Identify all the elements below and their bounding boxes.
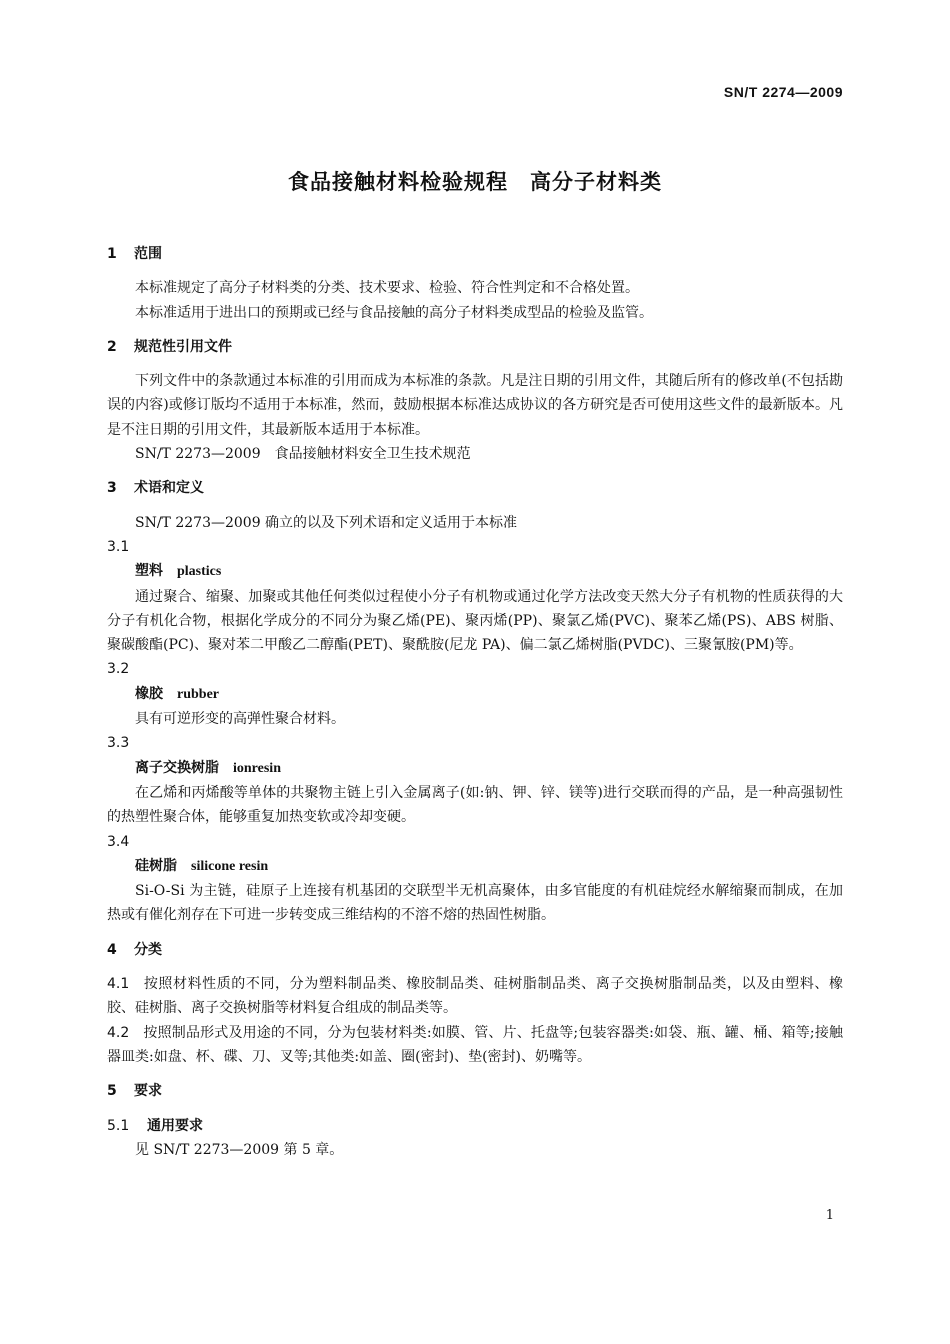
section-number: 5 [107, 1083, 117, 1100]
section-requirements [107, 1079, 843, 1162]
term-title [135, 682, 843, 707]
term-number: 3.1 [107, 538, 130, 555]
subsection-heading [107, 1114, 843, 1138]
page-number: 1 [825, 1208, 834, 1223]
term-definition: 通过聚合、缩聚、加聚或其他任何类似过程使小分子有机物或通过化学方法改变天然大分子有机物的性质获得的大分子有机化合物，根据化学成分的不同分为聚乙烯(PE)、聚丙烯(PP)、聚氯乙烯(PVC)、聚苯乙烯(PS)、ABS 树脂、聚碳酸酯(PC)、聚对苯二甲酸乙二醇酯(PET)、聚酰胺(尼龙 PA)、偏二氯乙烯树脂(PVDC)、三聚氰胺(PM)等。 [107, 588, 843, 654]
term-definition: Si-O-Si 为主链，硅原子上连接有机基团的交联型半无机高聚体，由多官能度的有机硅烷经水解缩聚而制成，在加热或有催化剂存在下可进一步转变成三维结构的不溶不熔的热固性树脂。 [107, 883, 843, 924]
term-definition: 具有可逆形变的高弹性聚合材料。 [135, 711, 345, 728]
section-number: 4 [107, 941, 117, 958]
clause [107, 1021, 843, 1070]
term-definition: 在乙烯和丙烯酸等单体的共聚物主链上引入金属离子(如:钠、钾、锌、镁等)进行交联而得的产品，是一种高强韧性的热塑性聚合体，能够重复加热变软或冷却变硬。 [107, 784, 843, 826]
term-en: silicone resin [191, 858, 269, 874]
reference-item: SN/T 2273—2009 食品接触材料安全卫生技术规范 [135, 446, 471, 463]
section-heading [107, 335, 843, 359]
paragraph: 下列文件中的条款通过本标准的引用而成为本标准的条款。凡是注日期的引用文件，其随后所有的修改单(不包括勘误的内容)或修订版均不适用于本标准，然而，鼓励根据本标准达成协议的各方研究是否可使用这些文件的最新版本。凡是不注日期的引用文件，其最新版本适用于本标准。 [107, 373, 843, 438]
clause [107, 972, 843, 1021]
section-terms-definitions [107, 476, 843, 927]
term-title [135, 756, 843, 781]
term-cn: 硅树脂 [135, 857, 177, 874]
paragraph: 本标准适用于进出口的预期或已经与食品接触的高分子材料类成型品的检验及监管。 [135, 304, 653, 321]
section-normative-references [107, 335, 843, 466]
term-cn: 橡胶 [135, 685, 163, 702]
section-scope [107, 242, 843, 325]
term-title [135, 854, 843, 879]
clause-text: 按照材料性质的不同，分为塑料制品类、橡胶制品类、硅树脂制品类、离子交换树脂制品类，以及由塑料、橡胶、硅树脂、离子交换树脂等材料复合组成的制品类等。 [107, 976, 843, 1017]
section-number: 2 [107, 338, 117, 355]
term-en: ionresin [233, 760, 281, 776]
term-en: rubber [177, 686, 219, 702]
term-number: 3.4 [107, 833, 130, 850]
section-heading [107, 476, 843, 500]
term-number: 3.2 [107, 661, 130, 678]
paragraph: 本标准规定了高分子材料类的分类、技术要求、检验、符合性判定和不合格处置。 [135, 280, 639, 297]
term-en: plastics [177, 564, 222, 580]
document-body [107, 242, 843, 1172]
section-heading [107, 938, 843, 962]
term-cn: 离子交换树脂 [135, 759, 219, 776]
subsection-number: 5.1 [107, 1117, 130, 1134]
section-heading [107, 242, 843, 266]
section-title: 规范性引用文件 [134, 338, 232, 355]
section-title: 范围 [134, 246, 162, 262]
paragraph: 见 SN/T 2273—2009 第 5 章。 [135, 1141, 344, 1158]
subsection-title: 通用要求 [147, 1117, 203, 1134]
section-title: 术语和定义 [134, 480, 204, 497]
clause-text: 按照制品形式及用途的不同，分为包装材料类:如膜、管、片、托盘等;包装容器类:如袋、瓶、罐、桶、箱等;接触器皿类:如盘、杯、碟、刀、叉等;其他类:如盖、圈(密封)、垫(密封)、奶嘴等。 [107, 1024, 843, 1065]
section-title: 要求 [134, 1083, 162, 1100]
term-title [135, 559, 843, 584]
term-cn: 塑料 [135, 563, 163, 580]
paragraph: SN/T 2273—2009 确立的以及下列术语和定义适用于本标准 [135, 514, 518, 531]
section-number: 1 [107, 246, 117, 262]
section-heading [107, 1079, 843, 1103]
standard-number: SN/T 2274—2009 [723, 84, 843, 100]
clause-number: 4.1 [107, 976, 130, 993]
term-number: 3.3 [107, 735, 130, 752]
section-title: 分类 [134, 941, 162, 958]
section-number: 3 [107, 480, 117, 497]
document-title: 食品接触材料检验规程 高分子材料类 [288, 170, 662, 194]
clause-number: 4.2 [107, 1024, 130, 1041]
section-classification [107, 938, 843, 1069]
